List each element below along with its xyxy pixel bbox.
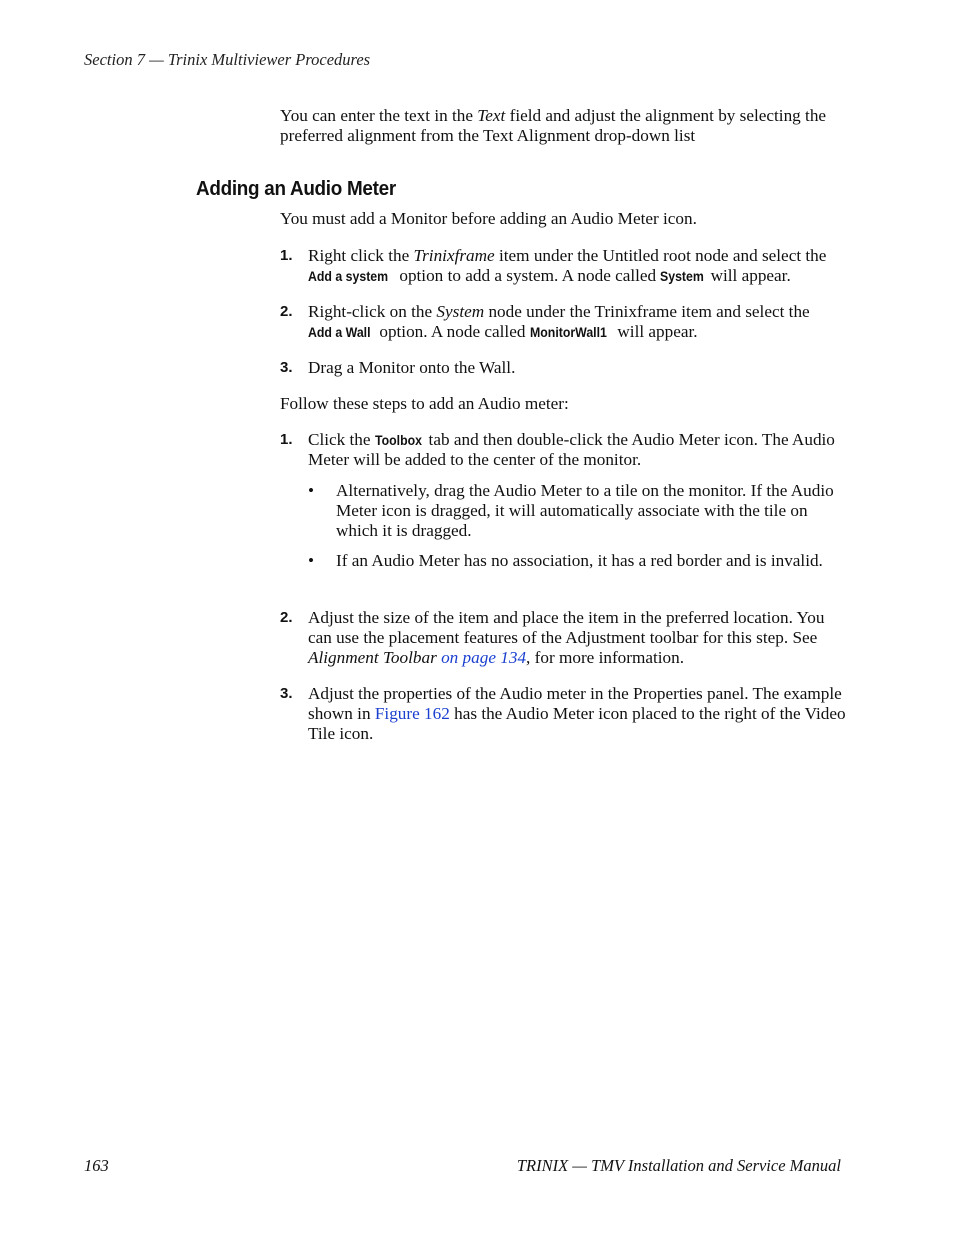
running-head: Section 7 — Trinix Multiviewer Procedures (84, 50, 371, 69)
setup-step-2: 2. Right-click on the System node under the Trinixframe item and select the Add a Wall option. A node called MonitorWall1 will appear. (280, 302, 810, 341)
ui-label-add-a-system: Add a system (308, 268, 389, 284)
figure-162-link[interactable]: Figure 162 (374, 704, 450, 723)
text-field-name: Text (477, 106, 506, 125)
bullet-item: • If an Audio Meter has no association, it has a red border and is invalid. (308, 551, 823, 570)
follow-paragraph: Follow these steps to add an Audio meter: (280, 394, 569, 413)
page-number: 163 (84, 1156, 109, 1175)
audio-step-1: 1. Click the Toolbox tab and then double-click the Audio Meter icon. The Audio Meter will be added to the center of the monitor. (280, 430, 835, 469)
ui-label-monitorwall1: MonitorWall1 (529, 324, 607, 340)
step-number: 2. (280, 609, 293, 626)
alignment-toolbar-ref: Alignment Toolbar (308, 648, 437, 667)
audio-step-2: 2. Adjust the size of the item and place the item in the preferred location. You can use the placement features of the Adjustment toolbar for this step. See Alignment Toolbar on page 134, for more information. (280, 608, 825, 667)
intro-paragraph: You can enter the text in the Text field and adjust the alignment by selecting the preferred alignment from the Text Alignment drop-down list (280, 106, 827, 145)
prereq-paragraph: You must add a Monitor before adding an Audio Meter icon. (280, 209, 697, 228)
step-number: 3. (280, 685, 293, 702)
bullet-dot: • (308, 551, 315, 570)
manual-title: TRINIX — TMV Installation and Service Manual (516, 1156, 841, 1175)
ui-label-add-a-wall: Add a Wall (308, 324, 371, 340)
page-134-link[interactable]: on page 134 (436, 648, 527, 667)
step-number: 2. (280, 303, 293, 320)
step-number: 3. (280, 359, 293, 376)
section-heading: Adding an Audio Meter (196, 177, 396, 200)
step-number: 1. (280, 431, 293, 448)
ui-label-system: System (660, 268, 705, 284)
bullet-dot: • (308, 481, 315, 500)
setup-step-3: 3. Drag a Monitor onto the Wall. (280, 358, 516, 377)
bullet-item: • Alternatively, drag the Audio Meter to a tile on the monitor. If the Audio Meter icon is dragged, it will automatically associate with the tile on which it is dragged. (308, 481, 834, 540)
audio-step-3: 3. Adjust the properties of the Audio meter in the Properties panel. The example shown in Figure 162 has the Audio Meter icon placed to the right of the Video Tile icon. (280, 684, 846, 743)
step-number: 1. (280, 247, 293, 264)
setup-step-1: 1. Right click the Trinixframe item under the Untitled root node and select the Add a system option to add a system. A node called System will appear. (280, 246, 827, 285)
ui-label-toolbox: Toolbox (374, 432, 422, 448)
